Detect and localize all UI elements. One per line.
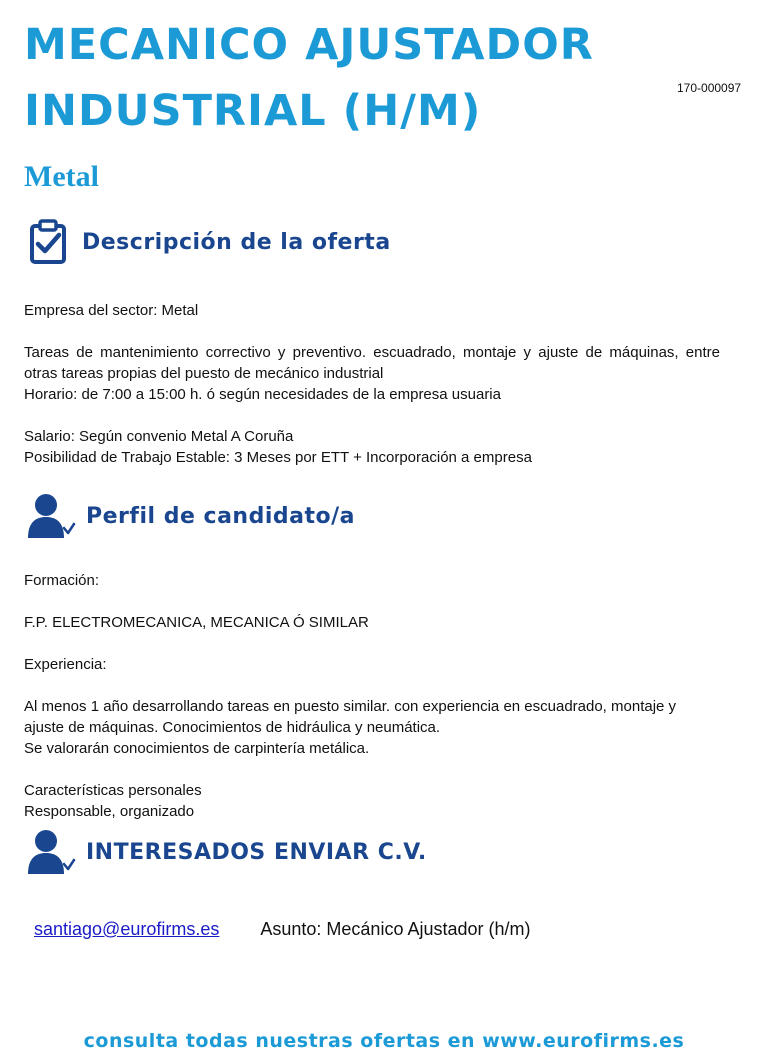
footer-banner: consulta todas nuestras ofertas en www.eurofirms.es [83,1030,685,1052]
experience-label: Experiencia: [24,656,107,673]
company-sector: Empresa del sector: Metal [24,302,199,319]
job-stability: Posibilidad de Trabajo Estable: 3 Meses por ETT + Incorporación a empresa [24,449,532,466]
experience-extra: Se valorarán conocimientos de carpintería metálica. [24,740,370,757]
job-salary: Salario: Según convenio Metal A Coruña [24,428,294,445]
profile-section-header [26,492,355,540]
job-tasks: Tareas de mantenimiento correctivo y preventivo. escuadrado, montaje y ajuste de máquinas, entre otras tareas propias del puesto de mecánico industrial [24,344,720,382]
description-body [24,300,720,468]
training-label: Formación: [24,572,100,589]
person-check-icon [26,492,76,540]
job-title [24,12,594,144]
job-schedule: Horario: de 7:00 a 15:00 h. ó según necesidades de la empresa usuaria [24,386,501,403]
profile-section-title: Perfil de candidato/a [86,503,355,529]
apply-section-title: INTERESADOS ENVIAR C.V. [86,839,427,865]
apply-section-header [26,828,427,876]
contact-email-link[interactable]: santiago@eurofirms.es [34,919,220,939]
clipboard-check-icon [26,218,72,266]
personal-value: Responsable, organizado [24,803,195,820]
job-title-line2: INDUSTRIAL (H/M) [24,86,482,136]
personal-label: Características personales [24,782,202,799]
job-title-line1: MECANICO AJUSTADOR [24,20,594,70]
profile-body [24,570,720,822]
email-subject: Asunto: Mecánico Ajustador (h/m) [260,919,531,939]
job-category: Metal [24,160,99,193]
person-check-icon [26,828,76,876]
training-value: F.P. ELECTROMECANICA, MECANICA Ó SIMILAR [24,614,369,631]
experience-value: Al menos 1 año desarrollando tareas en puesto similar. con experiencia en escuadrado, montaje y ajuste de máquinas. Conocimientos de hidráulica y neumática. [24,698,677,736]
description-section-title: Descripción de la oferta [82,229,391,255]
job-reference: 170-000097 [677,81,742,95]
contact-line [34,919,531,940]
description-section-header [26,218,391,266]
